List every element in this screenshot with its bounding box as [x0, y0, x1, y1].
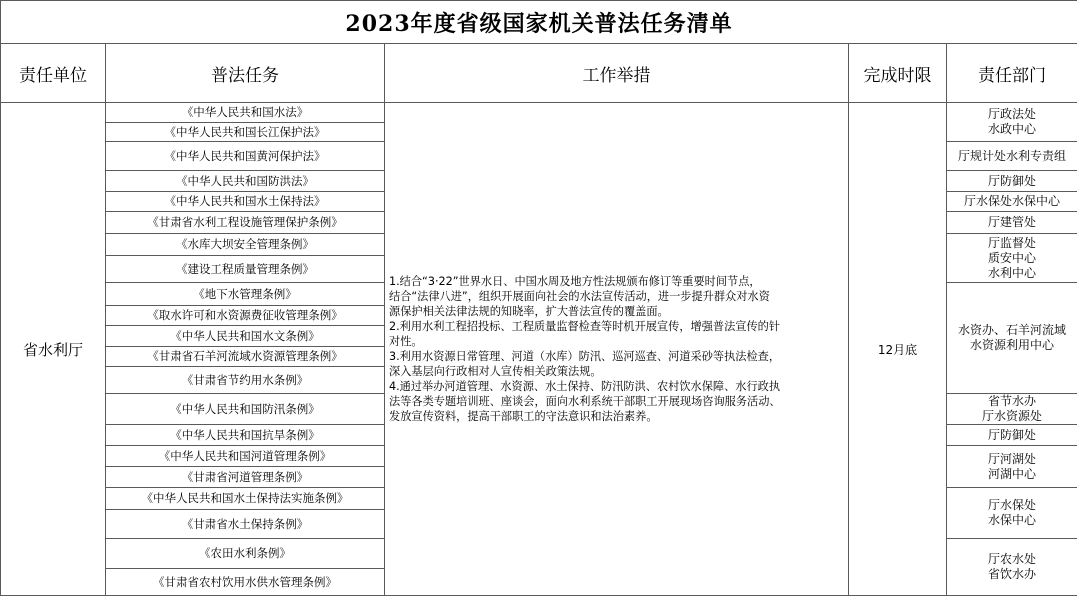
department-cell — [947, 425, 1077, 446]
task-item: 《中华人民共和国水法》 — [106, 103, 385, 123]
department-name: 厅水保处 — [949, 498, 1075, 513]
task-item: 《中华人民共和国河道管理条例》 — [106, 446, 385, 467]
task-item: 《中华人民共和国水文条例》 — [106, 326, 385, 347]
task-item: 《甘肃省节约用水条例》 — [106, 367, 385, 394]
responsible-unit: 省水利厅 — [1, 103, 106, 596]
task-item: 《中华人民共和国水土保持法》 — [106, 192, 385, 212]
department-name: 水资源利用中心 — [949, 338, 1075, 353]
department-cell — [947, 192, 1077, 212]
task-item: 《甘肃省河道管理条例》 — [106, 467, 385, 488]
measure-line: 1.结合“3·22”世界水日、中国水周及地方性法规颁布修订等重要时间节点， — [389, 274, 844, 289]
department-name: 厅监督处 — [949, 236, 1075, 251]
header-department: 责任部门 — [947, 44, 1077, 103]
header-tasks: 普法任务 — [106, 44, 385, 103]
department-cell — [947, 283, 1077, 394]
task-item: 《农田水利条例》 — [106, 539, 385, 569]
department-name: 厅河湖处 — [949, 452, 1075, 467]
department-name: 水利中心 — [949, 266, 1075, 281]
department-name: 省饮水办 — [949, 567, 1075, 582]
department-name: 水保中心 — [949, 513, 1075, 528]
header-unit: 责任单位 — [1, 44, 106, 103]
measure-line: 结合“法律八进”，组织开展面向社会的水法宣传活动，进一步提升群众对水资 — [389, 289, 844, 304]
department-name: 厅防御处 — [949, 174, 1075, 189]
department-cell — [947, 488, 1077, 539]
task-item: 《取水许可和水资源费征收管理条例》 — [106, 306, 385, 326]
header-deadline: 完成时限 — [849, 44, 947, 103]
task-item: 《中华人民共和国水土保持法实施条例》 — [106, 488, 385, 510]
measure-line: 对性。 — [389, 334, 844, 349]
department-name: 厅防御处 — [949, 428, 1075, 443]
work-measures — [385, 103, 849, 596]
department-cell — [947, 171, 1077, 192]
task-item: 《地下水管理条例》 — [106, 283, 385, 306]
task-item: 《中华人民共和国黄河保护法》 — [106, 142, 385, 171]
department-name: 质安中心 — [949, 251, 1075, 266]
measure-line: 发放宣传资料，提高干部职工的守法意识和法治素养。 — [389, 409, 844, 424]
task-item: 《中华人民共和国防洪法》 — [106, 171, 385, 192]
task-item: 《水库大坝安全管理条例》 — [106, 234, 385, 256]
task-item: 《甘肃省水利工程设施管理保护条例》 — [106, 212, 385, 234]
department-cell — [947, 142, 1077, 171]
department-name: 厅农水处 — [949, 552, 1075, 567]
department-name: 河湖中心 — [949, 467, 1075, 482]
task-item: 《甘肃省石羊河流域水资源管理条例》 — [106, 347, 385, 367]
department-cell — [947, 394, 1077, 425]
task-item: 《中华人民共和国防汛条例》 — [106, 394, 385, 425]
measure-line: 4.通过举办河道管理、水资源、水土保持、防汛防洪、农村饮水保障、水行政执 — [389, 379, 844, 394]
department-name: 省节水办 — [949, 394, 1075, 409]
measure-line: 3.利用水资源日常管理、河道（水库）防汛、巡河巡查、河道采砂等执法检查， — [389, 349, 844, 364]
measure-line: 法等各类专题培训班、座谈会，面向水利系统干部职工开展现场咨询服务活动、 — [389, 394, 844, 409]
department-name: 厅建管处 — [949, 215, 1075, 230]
department-name: 厅政法处 — [949, 107, 1075, 122]
department-cell — [947, 539, 1077, 596]
department-cell — [947, 234, 1077, 283]
department-name: 厅水保处水保中心 — [949, 194, 1075, 209]
task-item: 《建设工程质量管理条例》 — [106, 256, 385, 283]
department-name: 厅水资源处 — [949, 409, 1075, 424]
task-item: 《甘肃省农村饮用水供水管理条例》 — [106, 569, 385, 596]
department-name: 厅规计处水利专责组 — [949, 149, 1075, 164]
measure-line: 源保护相关法律法规的知晓率，扩大普法宣传的覆盖面。 — [389, 304, 844, 319]
measure-line: 2.利用水利工程招投标、工程质量监督检查等时机开展宣传，增强普法宣传的针 — [389, 319, 844, 334]
task-item: 《中华人民共和国抗旱条例》 — [106, 425, 385, 446]
task-item: 《中华人民共和国长江保护法》 — [106, 123, 385, 142]
page-title: 2023年度省级国家机关普法任务清单 — [1, 1, 1077, 44]
department-cell — [947, 212, 1077, 234]
deadline: 12月底 — [849, 103, 947, 596]
header-measures: 工作举措 — [385, 44, 849, 103]
department-cell — [947, 103, 1077, 142]
department-name: 水政中心 — [949, 122, 1075, 137]
department-cell — [947, 446, 1077, 488]
task-item: 《甘肃省水土保持条例》 — [106, 510, 385, 539]
measure-line: 深入基层向行政相对人宣传相关政策法规。 — [389, 364, 844, 379]
department-name: 水资办、石羊河流域 — [949, 323, 1075, 338]
